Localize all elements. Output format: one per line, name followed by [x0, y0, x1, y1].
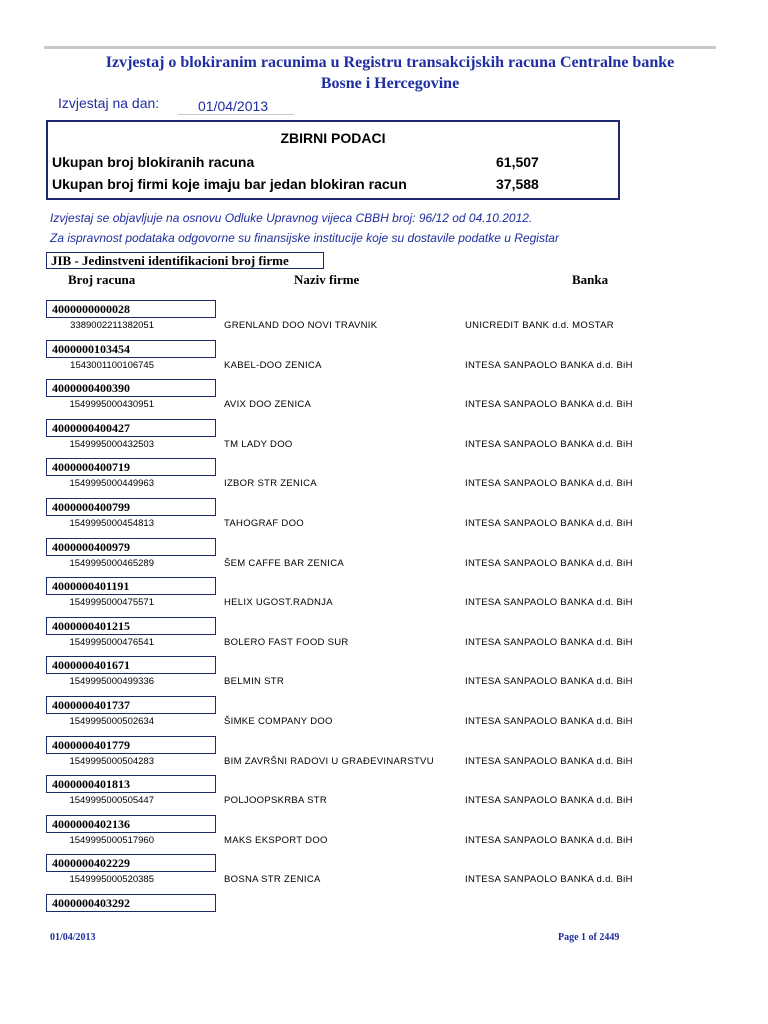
firm-name: BOSNA STR ZENICA: [224, 874, 321, 886]
summary-box: [46, 120, 620, 200]
note-legal-basis: Izvjestaj se objavljuje na osnovu Odluke Upravnog vijeca CBBH broj: 96/12 od 04.10.2012.: [50, 211, 533, 225]
bank-name: INTESA SANPAOLO BANKA d.d. BiH: [465, 399, 633, 411]
account-number: 1549995000505447: [69, 795, 154, 807]
firm-name: TAHOGRAF DOO: [224, 518, 304, 529]
footer-date: 01/04/2013: [50, 932, 96, 943]
bank-name: INTESA SANPAOLO BANKA d.d. BiH: [465, 478, 633, 490]
account-number: 3389002211382051: [70, 320, 154, 331]
bank-name: INTESA SANPAOLO BANKA d.d. BiH: [465, 795, 633, 807]
account-number: 1549995000454813: [69, 518, 154, 529]
report-date-value: 01/04/2013: [178, 98, 294, 115]
bank-name: INTESA SANPAOLO BANKA d.d. BiH: [465, 438, 633, 450]
top-divider: [44, 46, 716, 49]
account-number: 1549995000465289: [69, 557, 154, 569]
bank-name: INTESA SANPAOLO BANKA d.d. BiH: [465, 676, 633, 688]
bank-name: INTESA SANPAOLO BANKA d.d. BiH: [465, 359, 633, 371]
title-line-2: Bosne i Hercegovine: [320, 75, 460, 92]
firm-name: BELMIN STR: [224, 676, 285, 688]
account-number: 1549995000499336: [69, 676, 154, 688]
account-number: 1549995000432503: [69, 438, 154, 450]
column-header-account: Broj racuna: [68, 272, 136, 287]
firm-name: KABEL-DOO ZENICA: [224, 359, 322, 371]
jib-box: 4000000400979: [46, 538, 216, 556]
bank-name: INTESA SANPAOLO BANKA d.d. BiH: [465, 597, 633, 609]
firm-name: ŠEM CAFFE BAR ZENICA: [224, 557, 345, 569]
summary-row-value: 61,507: [496, 154, 539, 170]
jib-box: 4000000403292: [46, 894, 216, 912]
firm-name: IZBOR STR ZENICA: [224, 478, 317, 490]
jib-box: 4000000400427: [46, 419, 216, 437]
firm-name: AVIX DOO ZENICA: [224, 399, 312, 411]
firm-name: BOLERO FAST FOOD SUR: [224, 636, 349, 648]
jib-box: 4000000401779: [46, 736, 216, 754]
jib-box: 4000000402136: [46, 815, 216, 833]
bank-name: INTESA SANPAOLO BANKA d.d. BiH: [465, 518, 633, 529]
bank-name: INTESA SANPAOLO BANKA d.d. BiH: [465, 874, 633, 886]
note-responsibility: Za ispravnost podataka odgovorne su finansijske institucije koje su dostavile podatke u Registar: [50, 231, 559, 245]
account-number: 1549995000517960: [69, 834, 154, 846]
firm-name: HELIX UGOST.RADNJA: [224, 597, 333, 609]
jib-box: 4000000401191: [46, 577, 216, 595]
firm-name: POLJOOPSKRBA STR: [224, 795, 327, 807]
jib-legend: JIB - Jedinstveni identifikacioni broj firme: [46, 252, 324, 269]
summary-title: ZBIRNI PODACI: [280, 130, 386, 146]
firm-name: GRENLAND DOO NOVI TRAVNIK: [224, 320, 378, 331]
bank-name: INTESA SANPAOLO BANKA d.d. BiH: [465, 755, 633, 767]
account-number: 1549995000449963: [69, 478, 154, 490]
account-number: 1549995000504283: [69, 755, 154, 767]
account-number: 1549995000430951: [69, 399, 154, 411]
summary-row-label: Ukupan broj blokiranih racuna: [52, 154, 255, 170]
column-header-firm: Naziv firme: [294, 272, 360, 287]
account-number: 1549995000476541: [69, 636, 154, 648]
jib-box: 4000000401671: [46, 656, 216, 674]
bank-name: UNICREDIT BANK d.d. MOSTAR: [465, 320, 614, 331]
bank-name: INTESA SANPAOLO BANKA d.d. BiH: [465, 557, 633, 569]
jib-box: 4000000401813: [46, 775, 216, 793]
account-number: 1549995000502634: [69, 716, 154, 727]
report-date-label: Izvjestaj na dan:: [58, 95, 160, 111]
bank-name: INTESA SANPAOLO BANKA d.d. BiH: [465, 834, 633, 846]
jib-box: 4000000400799: [46, 498, 216, 516]
bank-name: INTESA SANPAOLO BANKA d.d. BiH: [465, 636, 633, 648]
jib-box: 4000000401737: [46, 696, 216, 714]
jib-box: 4000000400719: [46, 458, 216, 476]
column-header-bank: Banka: [572, 272, 609, 287]
account-number: 1543001100106745: [70, 359, 154, 371]
jib-box: 4000000401215: [46, 617, 216, 635]
account-number: 1549995000520385: [69, 874, 154, 886]
summary-row-label: Ukupan broj firmi koje imaju bar jedan blokiran racun: [52, 176, 407, 192]
jib-box: 4000000103454: [46, 340, 216, 358]
report-title: [44, 52, 736, 94]
firm-name: BIM ZAVRŠNI RADOVI U GRAĐEVINARSTVU: [224, 755, 434, 767]
jib-box: 4000000402229: [46, 854, 216, 872]
bank-name: INTESA SANPAOLO BANKA d.d. BiH: [465, 716, 633, 727]
firm-name: ŠIMKE COMPANY DOO: [224, 716, 333, 727]
jib-box: 4000000000028: [46, 300, 216, 318]
firm-name: MAKS EKSPORT DOO: [224, 834, 328, 846]
title-line-1: Izvjestaj o blokiranim racunima u Registru transakcijskih racuna Centralne banke: [105, 54, 675, 71]
summary-row-value: 37,588: [496, 176, 539, 192]
jib-box: 4000000400390: [46, 379, 216, 397]
account-number: 1549995000475571: [69, 597, 154, 609]
footer-page-number: Page 1 of 2449: [558, 932, 620, 943]
firm-name: TM LADY DOO: [224, 438, 293, 450]
